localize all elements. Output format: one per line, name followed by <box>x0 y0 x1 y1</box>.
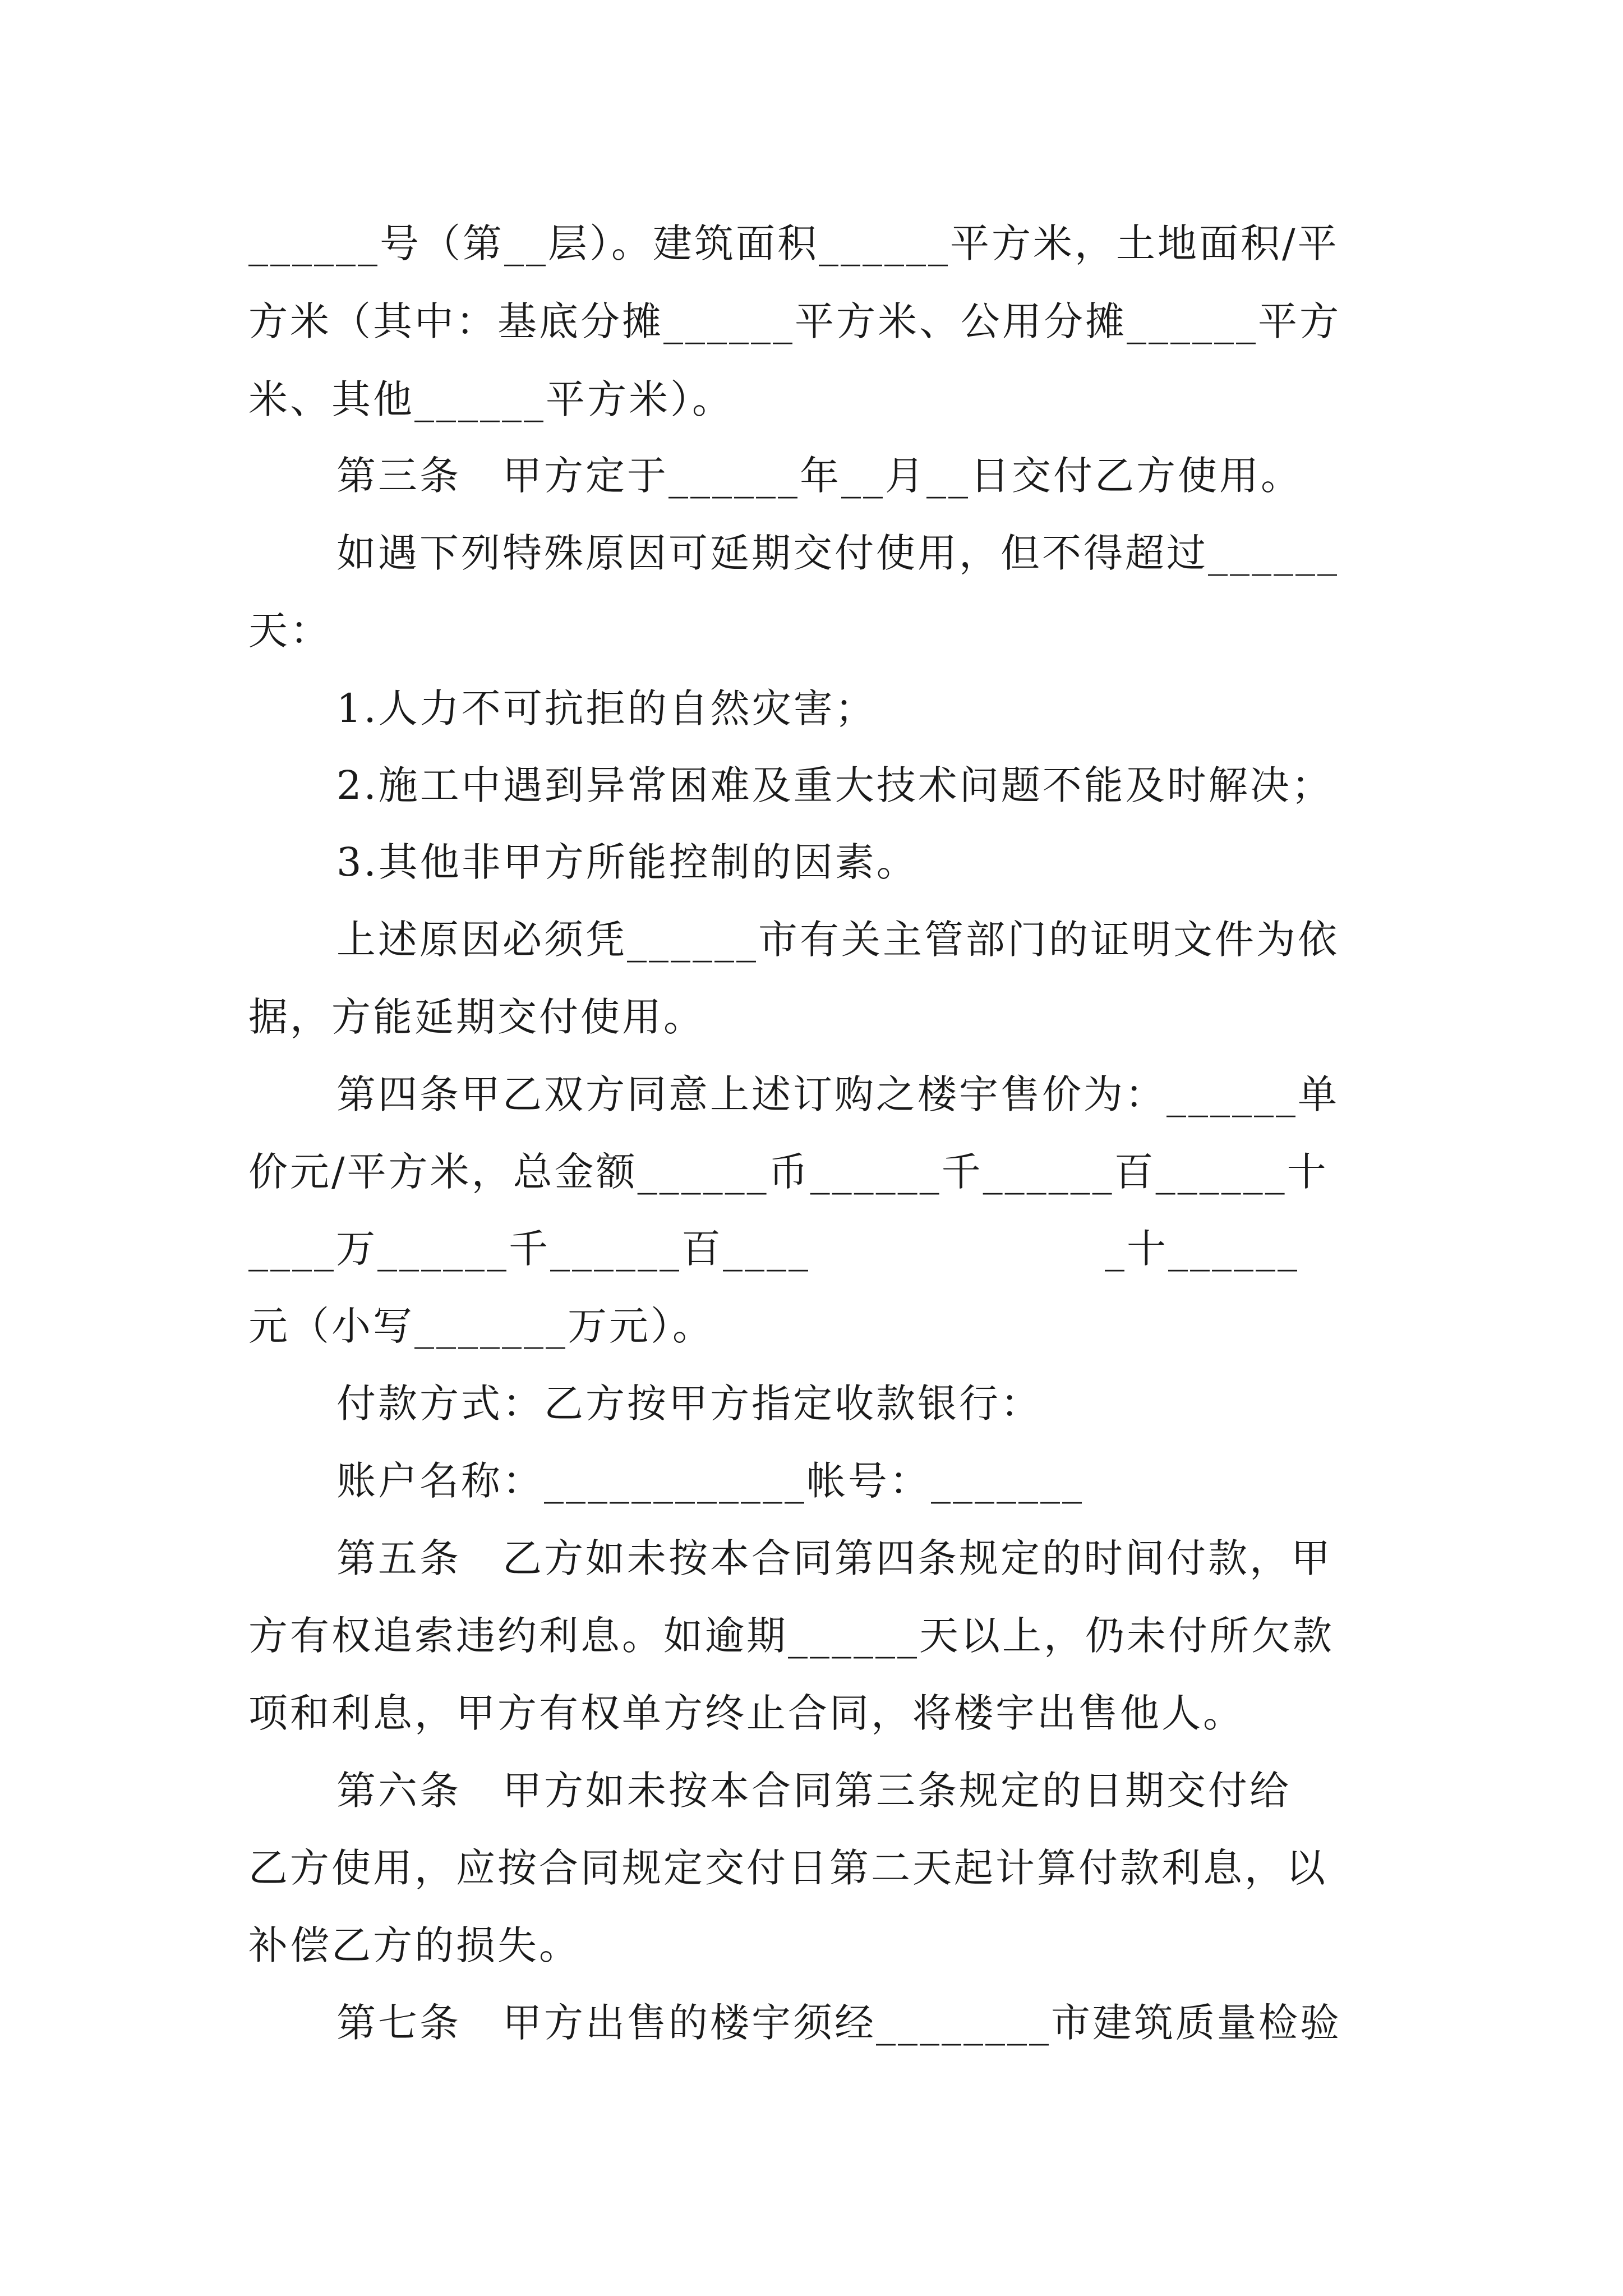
paragraph-line: 乙方使用，应按合同规定交付日第二天起计算付款利息，以 <box>248 1845 1327 1891</box>
paragraph-line: 天： <box>248 608 331 654</box>
paragraph-line: 第五条 乙方如未按本合同第四条规定的时间付款，甲 <box>336 1535 1332 1581</box>
paragraph-line: ______号（第__层）。建筑面积______平方米，土地面积/平 <box>248 220 1339 266</box>
paragraph-line: 第四条甲乙双方同意上述订购之楼宇售价为：______单 <box>336 1071 1339 1117</box>
paragraph-line: 元（小写_______万元）。 <box>248 1303 714 1349</box>
paragraph-line: 据，方能延期交付使用。 <box>248 994 705 1040</box>
paragraph-line: 付款方式：乙方按甲方指定收款银行： <box>336 1381 1042 1427</box>
paragraph-line: 账户名称：____________帐号：_______ <box>336 1458 1084 1504</box>
paragraph-line: 价元/平方米，总金额______币______千______百______十 <box>248 1149 1329 1195</box>
paragraph-line: 3.其他非甲方所能控制的因素。 <box>336 839 918 885</box>
paragraph-line: 方米（其中：基底分摊______平方米、公用分摊______平方 <box>248 298 1341 344</box>
paragraph-line: 项和利息，甲方有权单方终止合同，将楼宇出售他人。 <box>248 1690 1244 1736</box>
paragraph-line: 方有权追索违约利息。如逾期______天以上，仍未付所欠款 <box>248 1613 1334 1659</box>
paragraph-line: 米、其他______平方米）。 <box>248 376 734 422</box>
paragraph-line: 如遇下列特殊原因可延期交付使用，但不得超过______ <box>336 530 1339 576</box>
paragraph-line: ____万______千______百____ _十______ <box>248 1226 1300 1272</box>
paragraph-line: 上述原因必须凭______市有关主管部门的证明文件为依 <box>336 917 1339 963</box>
paragraph-line: 补偿乙方的损失。 <box>248 1922 580 1968</box>
paragraph-line: 第三条 甲方定于______年__月__日交付乙方使用。 <box>336 453 1302 499</box>
paragraph-line: 1.人力不可抗拒的自然灾害； <box>336 685 877 731</box>
paragraph-line: 第六条 甲方如未按本合同第三条规定的日期交付给 <box>336 1768 1291 1814</box>
paragraph-line: 2.施工中遇到异常困难及重大技术问题不能及时解决； <box>336 762 1333 808</box>
paragraph-line: 第七条 甲方出售的楼宇须经________市建筑质量检验 <box>336 2000 1341 2046</box>
